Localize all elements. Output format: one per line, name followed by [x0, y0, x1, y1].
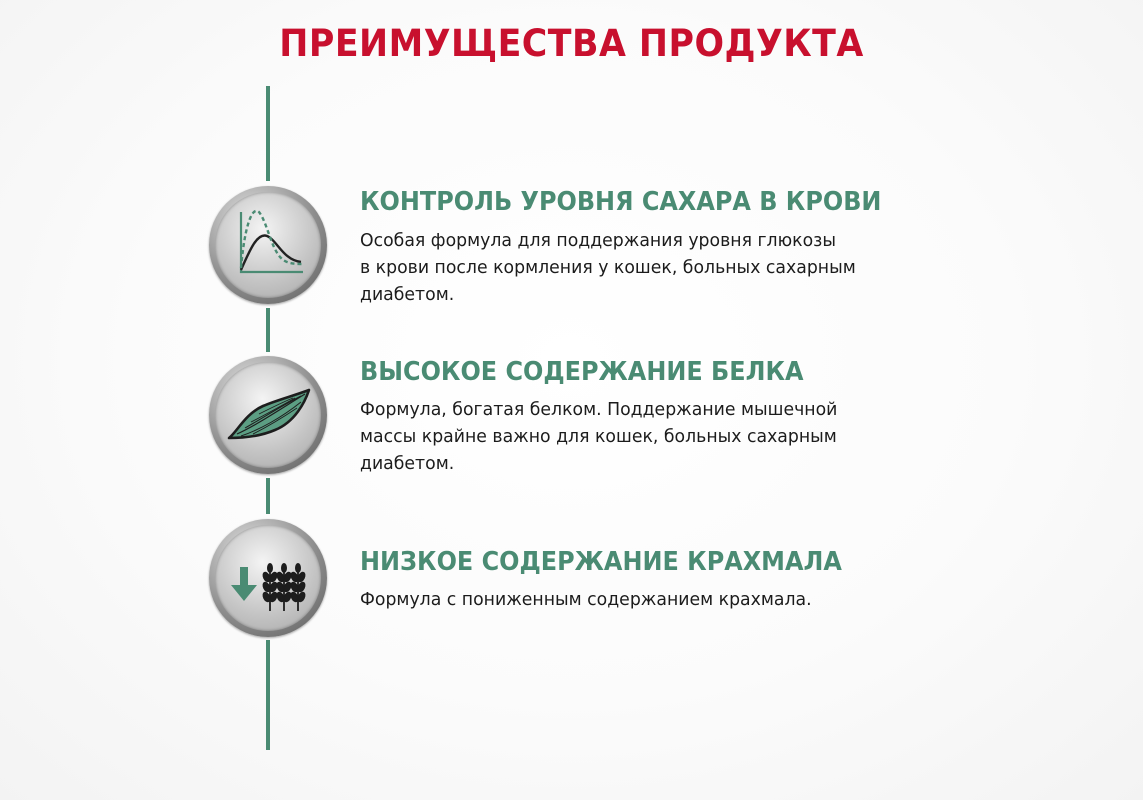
benefit-heading: ВЫСОКОЕ СОДЕРЖАНИЕ БЕЛКА — [360, 357, 804, 387]
benefit-description — [360, 396, 917, 477]
benefit-description-line: Формула с пониженным содержанием крахмала. — [360, 589, 812, 610]
benefit-description-line: Формула, богатая белком. Поддержание мышечной — [360, 399, 838, 420]
benefit-description-line: Особая формула для поддержания уровня глюкозы — [360, 230, 836, 251]
benefit-description-line: диабетом. — [360, 453, 455, 474]
benefit-description-line: массы крайне важно для кошек, больных сахарным — [360, 426, 837, 447]
low-starch-grain-icon — [209, 519, 327, 637]
timeline-line-mid-2 — [266, 478, 270, 514]
benefit-heading: КОНТРОЛЬ УРОВНЯ САХАРА В КРОВИ — [360, 187, 882, 217]
blood-sugar-curve-icon — [209, 186, 327, 304]
timeline-line-bottom — [266, 640, 270, 750]
benefit-heading: НИЗКОЕ СОДЕРЖАНИЕ КРАХМАЛА — [360, 547, 842, 577]
benefit-description-line: диабетом. — [360, 284, 455, 305]
page-title: ПРЕИМУЩЕСТВА ПРОДУКТА — [279, 22, 864, 65]
benefit-description — [360, 586, 917, 613]
timeline-line-top — [266, 86, 270, 181]
muscle-icon — [209, 356, 327, 474]
timeline-line-mid-1 — [266, 308, 270, 352]
benefit-description-line: в крови после кормления у кошек, больных сахарным — [360, 257, 856, 278]
benefit-description — [360, 227, 917, 308]
